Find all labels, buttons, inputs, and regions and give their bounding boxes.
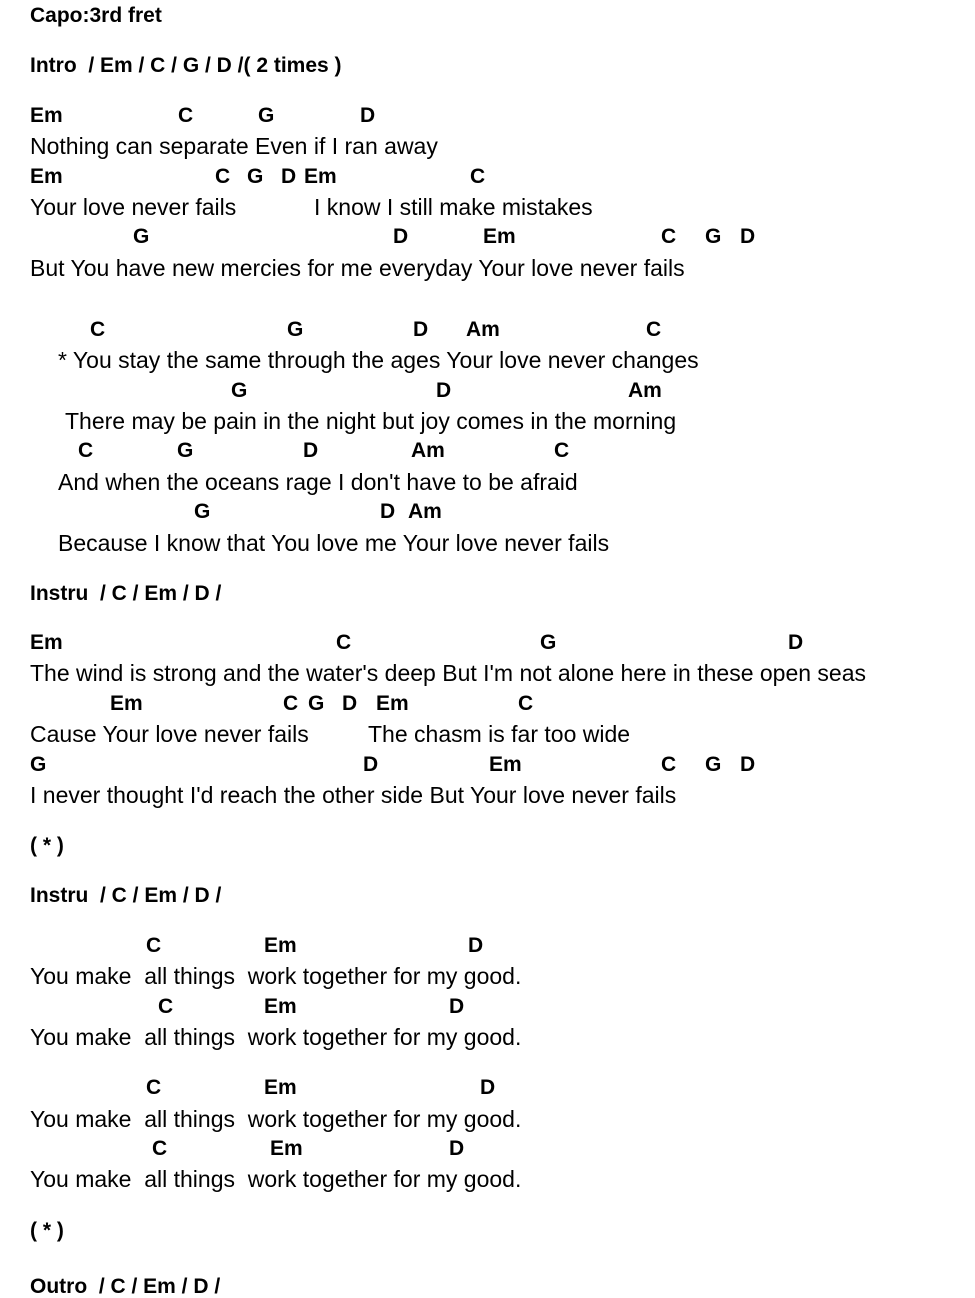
chord: G [705, 225, 722, 248]
chord: D [740, 753, 756, 776]
chord: C [470, 165, 486, 188]
chord: C [661, 225, 677, 248]
chord: D [363, 753, 379, 776]
chord: Em [483, 225, 516, 248]
chord: G [30, 753, 47, 776]
chord: C [78, 439, 94, 462]
chord: D [303, 439, 319, 462]
lyric-line: Your love never fails [30, 194, 237, 220]
chord: Em [376, 692, 409, 715]
chord: Em [489, 753, 522, 776]
chord: Em [30, 165, 63, 188]
chord: Em [264, 934, 297, 957]
lyric-line: Nothing can separate Even if I ran away [30, 133, 438, 159]
lyric-line: I never thought I'd reach the other side But Your love never fails [30, 782, 677, 808]
chord: G [258, 104, 275, 127]
chord: Em [264, 1076, 297, 1099]
lyric-line: The wind is strong and the water's deep But I'm not alone here in these open seas [30, 660, 867, 686]
chord: G [287, 318, 304, 341]
repeat-chorus-marker: ( * ) [30, 834, 64, 857]
lyric-line: There may be pain in the night but joy comes in the morning [65, 408, 677, 434]
chord: C [146, 934, 162, 957]
chord: C [178, 104, 194, 127]
lyric-line: And when the oceans rage I don't have to be afraid [58, 469, 578, 495]
chord: Am [628, 379, 662, 402]
chord: D [436, 379, 452, 402]
chord: D [468, 934, 484, 957]
chord: G [133, 225, 150, 248]
chord: D [449, 1137, 465, 1160]
lyric-line: Because I know that You love me Your love never fails [58, 530, 610, 556]
lyric-line: But You have new mercies for me everyday Your love never fails [30, 255, 685, 281]
chord: C [661, 753, 677, 776]
chord: G [177, 439, 194, 462]
chord: D [281, 165, 297, 188]
chord: C [336, 631, 352, 654]
chord: D [342, 692, 358, 715]
lyric-line: You make all things work together for my good. [30, 1166, 522, 1192]
chord: G [231, 379, 248, 402]
instrumental-line: Instru / C / Em / D / [30, 884, 222, 907]
chord: C [90, 318, 106, 341]
lyric-line: Cause Your love never fails [30, 721, 309, 747]
chord: D [480, 1076, 496, 1099]
instrumental-line: Instru / C / Em / D / [30, 582, 222, 605]
outro-line: Outro / C / Em / D / [30, 1275, 221, 1298]
lyric-line: I know I still make mistakes [314, 194, 593, 220]
chord: Am [466, 318, 500, 341]
chord: Am [408, 500, 442, 523]
chord: C [158, 995, 174, 1018]
chord: C [518, 692, 534, 715]
chord: C [152, 1137, 168, 1160]
chord: D [740, 225, 756, 248]
chord: G [540, 631, 557, 654]
chord: G [247, 165, 264, 188]
chord: D [380, 500, 396, 523]
lyric-line: You make all things work together for my good. [30, 1106, 522, 1132]
lyric-line: The chasm is far too wide [368, 721, 631, 747]
chord: Am [411, 439, 445, 462]
capo-note: Capo:3rd fret [30, 4, 162, 27]
chord: D [449, 995, 465, 1018]
chord: C [283, 692, 299, 715]
chord: G [705, 753, 722, 776]
chord: G [308, 692, 325, 715]
chord: C [554, 439, 570, 462]
intro-line: Intro / Em / C / G / D /( 2 times ) [30, 54, 342, 77]
chord: D [393, 225, 409, 248]
chord: Em [304, 165, 337, 188]
chord: Em [270, 1137, 303, 1160]
chord: C [215, 165, 231, 188]
chord: Em [264, 995, 297, 1018]
chord: Em [110, 692, 143, 715]
lyric-line: You make all things work together for my good. [30, 963, 522, 989]
chord: Em [30, 104, 63, 127]
chord: C [646, 318, 662, 341]
chord: D [413, 318, 429, 341]
lyric-line: * You stay the same through the ages Your love never changes [58, 347, 699, 373]
chord: G [194, 500, 211, 523]
chord: C [146, 1076, 162, 1099]
chord: D [360, 104, 376, 127]
chord: D [788, 631, 804, 654]
repeat-chorus-marker: ( * ) [30, 1219, 64, 1242]
chord: Em [30, 631, 63, 654]
lyric-line: You make all things work together for my good. [30, 1024, 522, 1050]
